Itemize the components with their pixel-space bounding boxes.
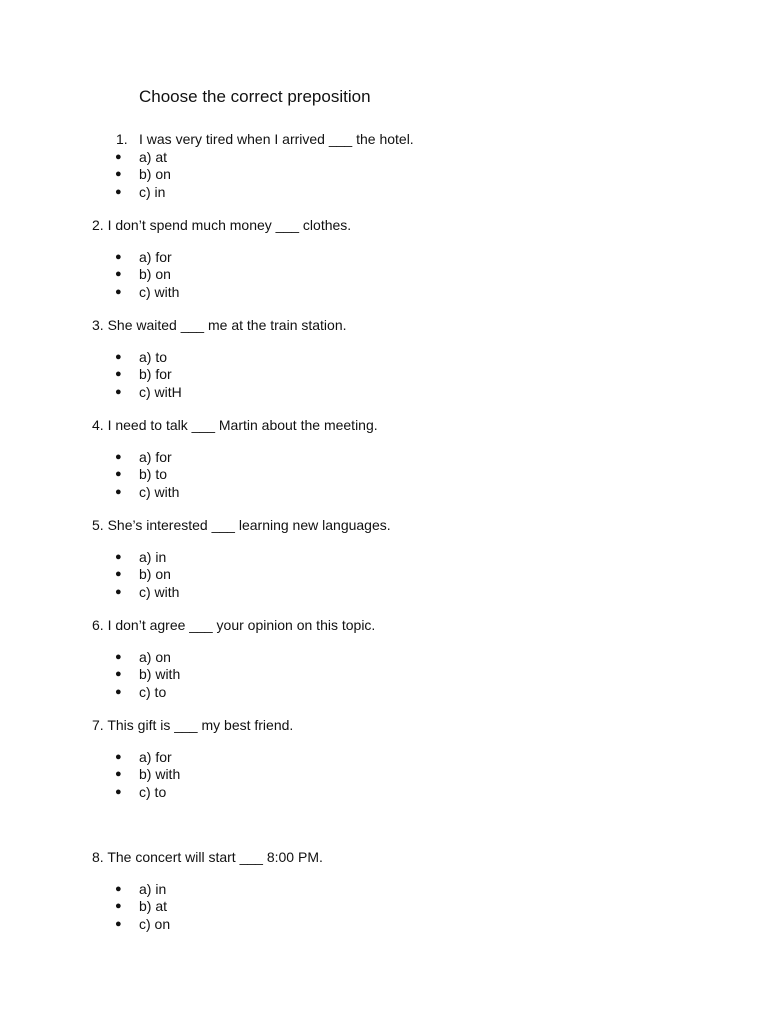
question-text: I don’t agree ___ your opinion on this topic. [107,617,376,633]
bullet-icon: ● [115,186,122,198]
question-text: The concert will start ___ 8:00 PM. [107,849,323,865]
question-number: 8. [92,849,104,865]
option-label: a) at [139,149,168,165]
worksheet-title: Choose the correct preposition [139,87,371,106]
bullet-icon: ● [115,918,122,930]
option-label: b) on [139,166,171,182]
bullet-icon: ● [115,486,122,498]
option-label: a) in [139,881,167,897]
question-number: 2. [92,217,104,233]
question-7 [92,717,293,734]
bullet-icon: ● [115,551,122,563]
bullet-icon: ● [115,368,122,380]
option-label: c) with [139,584,180,600]
option-label: b) with [139,666,181,682]
question-text: I was very tired when I arrived ___ the hotel. [139,131,414,147]
bullet-icon: ● [115,468,122,480]
bullet-icon: ● [115,651,122,663]
question-text: This gift is ___ my best friend. [107,717,294,733]
bullet-icon: ● [115,251,122,263]
option-label: c) on [139,916,171,932]
option-label: c) with [139,284,180,300]
question-number: 6. [92,617,104,633]
bullet-icon: ● [115,351,122,363]
option-label: c) witH [139,384,182,400]
option-label: c) to [139,684,167,700]
bullet-icon: ● [115,151,122,163]
bullet-icon: ● [115,668,122,680]
question-number: 3. [92,317,104,333]
bullet-icon: ● [115,751,122,763]
option-label: c) in [139,184,166,200]
question-3 [92,317,347,334]
bullet-icon: ● [115,586,122,598]
question-text: She waited ___ me at the train station. [107,317,347,333]
bullet-icon: ● [115,168,122,180]
question-number: 1. [116,131,128,147]
bullet-icon: ● [115,286,122,298]
bullet-icon: ● [115,883,122,895]
question-5 [92,517,391,534]
option-label: a) for [139,749,172,765]
bullet-icon: ● [115,786,122,798]
option-label: b) on [139,266,171,282]
question-8 [92,849,323,866]
question-2 [92,217,351,234]
bullet-icon: ● [115,386,122,398]
question-number: 7. [92,717,104,733]
bullet-icon: ● [115,686,122,698]
bullet-icon: ● [115,768,122,780]
question-number: 4. [92,417,104,433]
option-label: b) for [139,366,172,382]
question-text: I need to talk ___ Martin about the meeting. [107,417,378,433]
option-label: a) for [139,449,172,465]
question-1 [116,131,414,148]
option-label: b) with [139,766,181,782]
question-6 [92,617,375,634]
option-label: c) with [139,484,180,500]
option-label: a) on [139,649,171,665]
option-label: b) on [139,566,171,582]
question-text: She’s interested ___ learning new languages. [107,517,391,533]
option-label: a) in [139,549,167,565]
option-label: a) for [139,249,172,265]
question-text: I don’t spend much money ___ clothes. [107,217,352,233]
bullet-icon: ● [115,900,122,912]
question-number: 5. [92,517,104,533]
bullet-icon: ● [115,268,122,280]
option-label: c) to [139,784,167,800]
bullet-icon: ● [115,451,122,463]
bullet-icon: ● [115,568,122,580]
option-label: a) to [139,349,168,365]
option-label: b) to [139,466,168,482]
question-4 [92,417,378,434]
option-label: b) at [139,898,168,914]
